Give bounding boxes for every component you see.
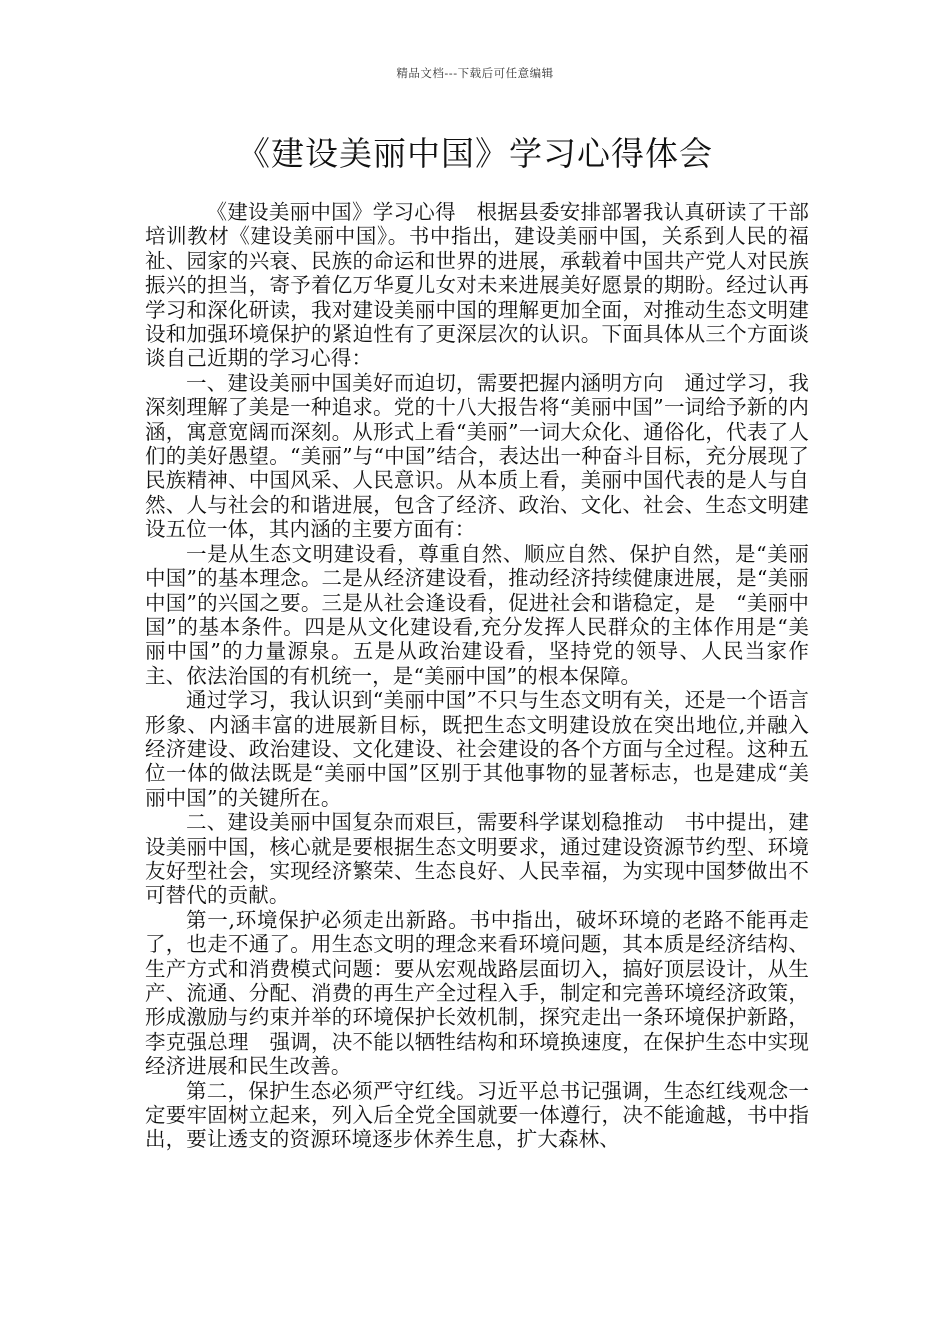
document-title: 《建设美丽中国》学习心得体会 bbox=[237, 134, 713, 173]
document-body bbox=[145, 200, 809, 1152]
paragraph-intro: 《建设美丽中国》学习心得 根据县委安排部署我认真研读了干部培训教材《建设美丽中国》。书中指出，建设美丽中国，关系到人民的福祉、园家的兴衰、民族的命运和世界的进展，承载着中国共产党人对民族振兴的担当，寄予着亿万华夏儿女对未来进展美好愿景的期盼。经过认再学习和深化研读，我对建设美丽中国的理解更加全面，对推动生态文明建设和加强环境保护的紧迫性有了更深层次的认识。下面具体从三个方面谈谈自己近期的学习心得： bbox=[145, 200, 809, 371]
paragraph-five-aspects: 一是从生态文明建设看，尊重自然、顺应自然、保护自然，是“美丽中国”的基本理念。二是从经济建设看，推动经济持续健康进展，是“美丽中国”的兴国之要。三是从社会逢设看，促进社会和谐稳定，是 “美丽中国”的基本条件。四是从文化建设看,充分发挥人民群众的主体作用是“美丽中国”的力量源泉。五是从政治建设看，坚持党的领导、人民当家作主、依法治国的有机统一，是“美丽中国”的根本保障。 bbox=[145, 541, 809, 688]
paragraph-understanding: 通过学习，我认识到“美丽中国”不只与生态文明有关，还是一个语言形象、内涵丰富的进展新目标，既把生态文明建设放在突出地位,并融入经济建设、政治建设、文化建设、社会建设的各个方面与全过程。这种五位一体的做法既是“美丽中国”区别于其他事物的显著标志，也是建成“美丽中国”的关键所在。 bbox=[145, 688, 809, 810]
header-note: 精品文档---下载后可任意编辑 bbox=[396, 66, 554, 80]
paragraph-first-point: 第一,环境保护必须走出新路。书中指出，破坏环境的老路不能再走了，也走不通了。用生态文明的理念来看环境问题，其本质是经济结构、生产方式和消费模式问题：要从宏观战路层面切入，搞好顶层设计，从生产、流通、分配、消费的再生产全过程入手，制定和完善环境经济政策，形成激励与约束并举的环境保护长效机制，探究走出一条环境保护新路，李克强总理 强调，决不能以牺牲结构和环境换速度，在保护生态中实现经济进展和民生改善。 bbox=[145, 907, 809, 1079]
paragraph-section-two: 二、建设美丽中国复杂而艰巨，需要科学谋划稳推动 书中提出，建设美丽中国，核心就是要根据生态文明要求，通过建设资源节约型、环境友好型社会，实现经济繁荣、生态良好、人民幸福，为实现中国梦做出不可替代的贡献。 bbox=[145, 810, 809, 908]
paragraph-second-point: 第二，保护生态必须严守红线。习近平总书记强调，生态红线观念一定要牢固树立起来，列入后全党全国就要一体遵行，决不能逾越，书中指出，要让透支的资源环境逐步休养生息，扩大森林、 bbox=[145, 1078, 809, 1152]
paragraph-section-one: 一、建设美丽中国美好而迫切，需要把握内涵明方向 通过学习，我深刻理解了美是一种追求。党的十八大报告将“美丽中国”一词给予新的内涵，寓意宽阔而深刻。从形式上看“美丽”一词大众化、通俗化，代表了人们的美好愚望。“美丽”与“中国”结合，表达出一种奋斗目标，充分展现了民族精神、中国风采、人民意识。从本质上看，美丽中国代表的是人与自然、人与社会的和谐进展，包含了经济、政治、文化、社会、生态文明建设五位一体，其内涵的主要方面有： bbox=[145, 370, 809, 542]
